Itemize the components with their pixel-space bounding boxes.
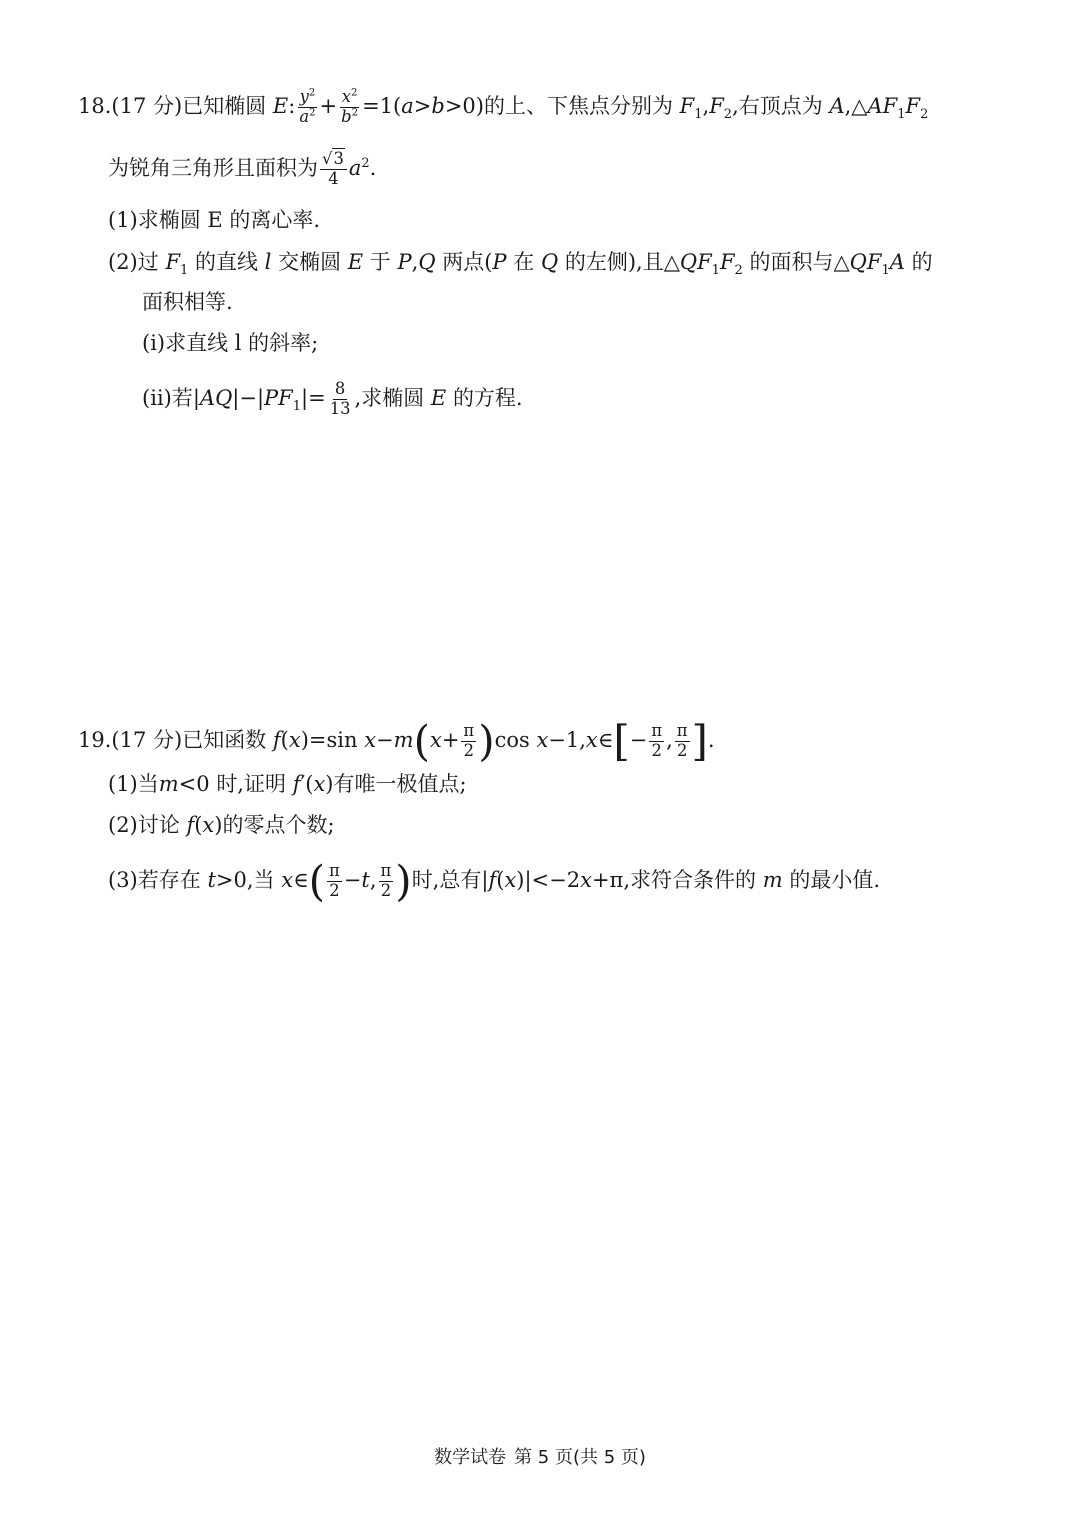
fraction: $\frac{\pi}{2}$ (380, 861, 392, 900)
q18-score: (17 分) (111, 93, 183, 118)
fraction: $\frac{\pi}{2}$ (651, 721, 663, 760)
footer-page: 第 5 页(共 5 页) (514, 1447, 646, 1468)
page-footer (0, 1443, 1080, 1469)
q19-part2: (2)讨论 f(x)的零点个数; (108, 813, 335, 837)
q18-part1: (1)求椭圆 E 的离心率. (108, 208, 321, 232)
q18-part2-ii: (ⅱ)若$|AQ|-|PF_1|=$ $\frac{8}{13}$ ,求椭圆 E 的方程. (142, 379, 523, 418)
q18-part2-line1: (2)过 $F_1$ 的直线 l 交椭圆 E 于 P,Q 两点(P 在 Q 的左侧),且$\triangle QF_1F_2$ 的面积与$\triangle QF_1A$ 的 (108, 250, 933, 279)
fraction: $\frac{y^2}{a^2}$ (299, 87, 316, 126)
q18-part2-i: (ⅰ)求直线 l 的斜率; (142, 331, 319, 355)
fraction: $\frac{\pi}{2}$ (463, 721, 475, 760)
q18-line2: 为锐角三角形且面积为 $\frac{√3}{4}$ $a^2$. (108, 149, 377, 188)
q18-part2-line2: 面积相等. (142, 290, 233, 314)
q19-score: (17 分) (111, 727, 183, 752)
q19-part1: (1)当m<0 时,证明 f′(x)有唯一极值点; (108, 772, 467, 796)
q18-number: 18. (78, 93, 112, 118)
q19-line1: 19.(17 分)已知函数 f(x)=sin x−m(x+ $\frac{\pi}{2}$ )cos x−1,x∈[− $\frac{\pi}{2}$ , $\frac{\pi}{2}$ ]. (78, 716, 715, 766)
fraction: $\frac{\pi}{2}$ (676, 721, 688, 760)
fraction: $\frac{x^2}{b^2}$ (341, 87, 359, 126)
footer-subject: 数学试卷 (434, 1447, 507, 1468)
fraction: $\frac{√3}{4}$ (320, 150, 347, 189)
q19-part3: (3)若存在 t>0,当 x∈( $\frac{\pi}{2}$ −t, $\frac{\pi}{2}$ )时,总有|f(x)|<−2x+π,求符合条件的 m 的最小值. (108, 856, 881, 906)
q19-number: 19. (78, 727, 112, 752)
fraction: $\frac{8}{13}$ (329, 379, 351, 418)
fraction: $\frac{\pi}{2}$ (329, 861, 340, 900)
q18-line1: 18.(17 分)已知椭圆 E: $\frac{y^2}{a^2}$ + $\frac{x^2}{b^2}$ =1(a>b>0)的上、下焦点分别为 $F_1,F_2$,右顶点为 $A,\triangle AF_1F_2$ (78, 87, 929, 126)
